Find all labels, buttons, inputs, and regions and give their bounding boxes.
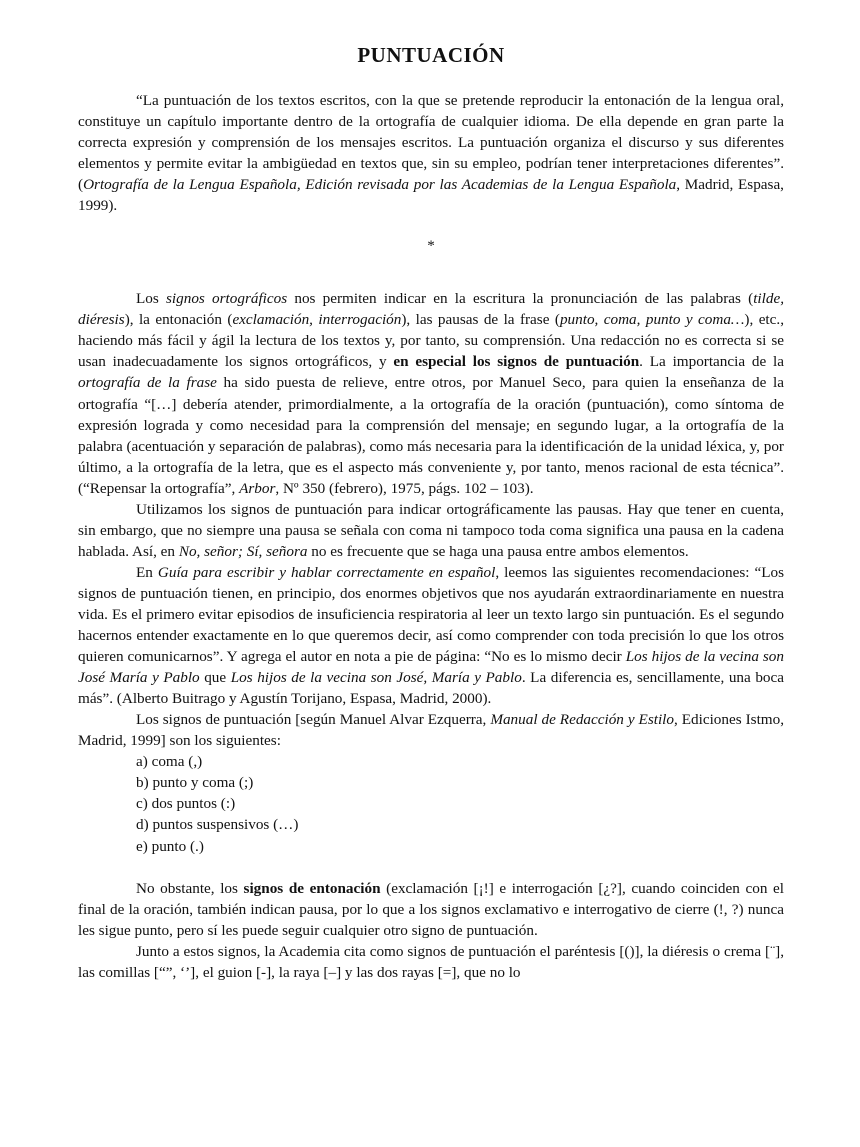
paragraph-guia: En Guía para escribir y hablar correctamente en español, leemos las siguientes recomendaciones: “Los signos de puntuación tienen, en principio, dos enormes objetivos que nos ayudarán extraordinariamente en nuestra vida. Es el primero evitar episodios de insuficiencia respiratoria al leer un texto largo sin puntuación. Es el segundo hacernos entender exactamente en lo que queremos decir, así como comprender con toda precisión lo que los otros quieren comunicarnos”. Y agrega el autor en nota a pie de página: “No es lo mismo decir Los hijos de la vecina son José María y Pablo que Los hijos de la vecina son José, María y Pablo. La diferencia es, sencillamente, una boca más”. (Alberto Buitrago y Agustín Torijano, Espasa, Madrid, 2000). — [78, 563, 784, 708]
document-page — [78, 36, 784, 983]
page-title: PUNTUACIÓN — [357, 43, 505, 67]
list-item: a) coma (,) — [136, 753, 203, 771]
list-item: d) puntos suspensivos (…) — [136, 816, 299, 834]
list-item: c) dos puntos (:) — [136, 795, 236, 813]
intro-source-tail: , Madrid, Espasa, 1999). — [78, 176, 784, 215]
intro-source: Ortografía de la Lengua Española, Edición revisada por las Academias de la Lengua Española — [83, 176, 677, 194]
section-separator: * — [427, 237, 435, 255]
spacer — [78, 857, 784, 878]
list-item: e) punto (.) — [136, 837, 204, 855]
paragraph-signos-ortograficos: Los signos ortográficos nos permiten indicar en la escritura la pronunciación de las palabras (tilde, diéresis), la entonación (exclamación, interrogación), las pausas de la frase (punto, coma, punto y coma…), etc., haciendo más fácil y ágil la lectura de los textos y, por tanto, su comprensión. Una redacción no es correcta si se usan inadecuadamente los signos ortográficos, y en especial los signos de puntuación. La importancia de la ortografía de la frase ha sido puesta de relieve, entre otros, por Manuel Seco, para quien la enseñanza de la ortografía “[…] debería atender, primordialmente, a la ortografía de la oración (puntuación), como síntoma de expresión lograda y como necesidad para la comprensión del mensaje; en segundo lugar, a la ortografía de la palabra (acentuación y separación de palabras), como más necesaria para la identificación de la unidad léxica, y, por último, a la ortografía de la letra, que es el aspecto más conveniente y, por tanto, menos racional de esta técnica”. (“Repensar la ortografía”, Arbor, Nº 350 (febrero), 1975, págs. 102 – 103). — [78, 290, 784, 497]
punctuation-list — [78, 751, 784, 856]
list-item: b) punto y coma (;) — [136, 774, 254, 792]
paragraph-pausas: Utilizamos los signos de puntuación para indicar ortográficamente las pausas. Hay que tener en cuenta, sin embargo, que no siempre una pausa se señala con coma ni tampoco toda coma significa una pausa en la cadena hablada. Así, en No, señor; Sí, señora no es frecuente que se haga una pausa entre ambos elementos. — [78, 500, 784, 560]
paragraph-academia: Junto a estos signos, la Academia cita como signos de puntuación el paréntesis [()], la diéresis o crema [¨], las comillas [“”, ‘’], el guion [-], la raya [–] y las dos rayas [=], que no lo — [78, 942, 784, 981]
paragraph-lista-intro: Los signos de puntuación [según Manuel Alvar Ezquerra, Manual de Redacción y Estilo, Ediciones Istmo, Madrid, 1999] son los siguientes: — [78, 711, 784, 750]
paragraph-entonacion: No obstante, los signos de entonación (exclamación [¡!] e interrogación [¿?], cuando coinciden con el final de la oración, también indican pausa, por lo que a los signos exclamativo e interrogativo de cierre (!, ?) nunca les sigue punto, pero sí les puede seguir cualquier otro signo de puntuación. — [78, 879, 784, 939]
intro-quote: “La puntuación de los textos escritos, con la que se pretende reproducir la entonación de la lengua oral, constituye un capítulo importante dentro de la ortografía de cualquier idioma. De ella depende en gran parte la correcta expresión y comprensión de los mensajes escritos. La puntuación organiza el discurso y sus diferentes elementos y permite evitar la ambigüedad en textos que, sin su empleo, podrían tener interpretaciones diferentes”. ( — [78, 92, 784, 194]
intro-paragraph — [78, 90, 784, 216]
